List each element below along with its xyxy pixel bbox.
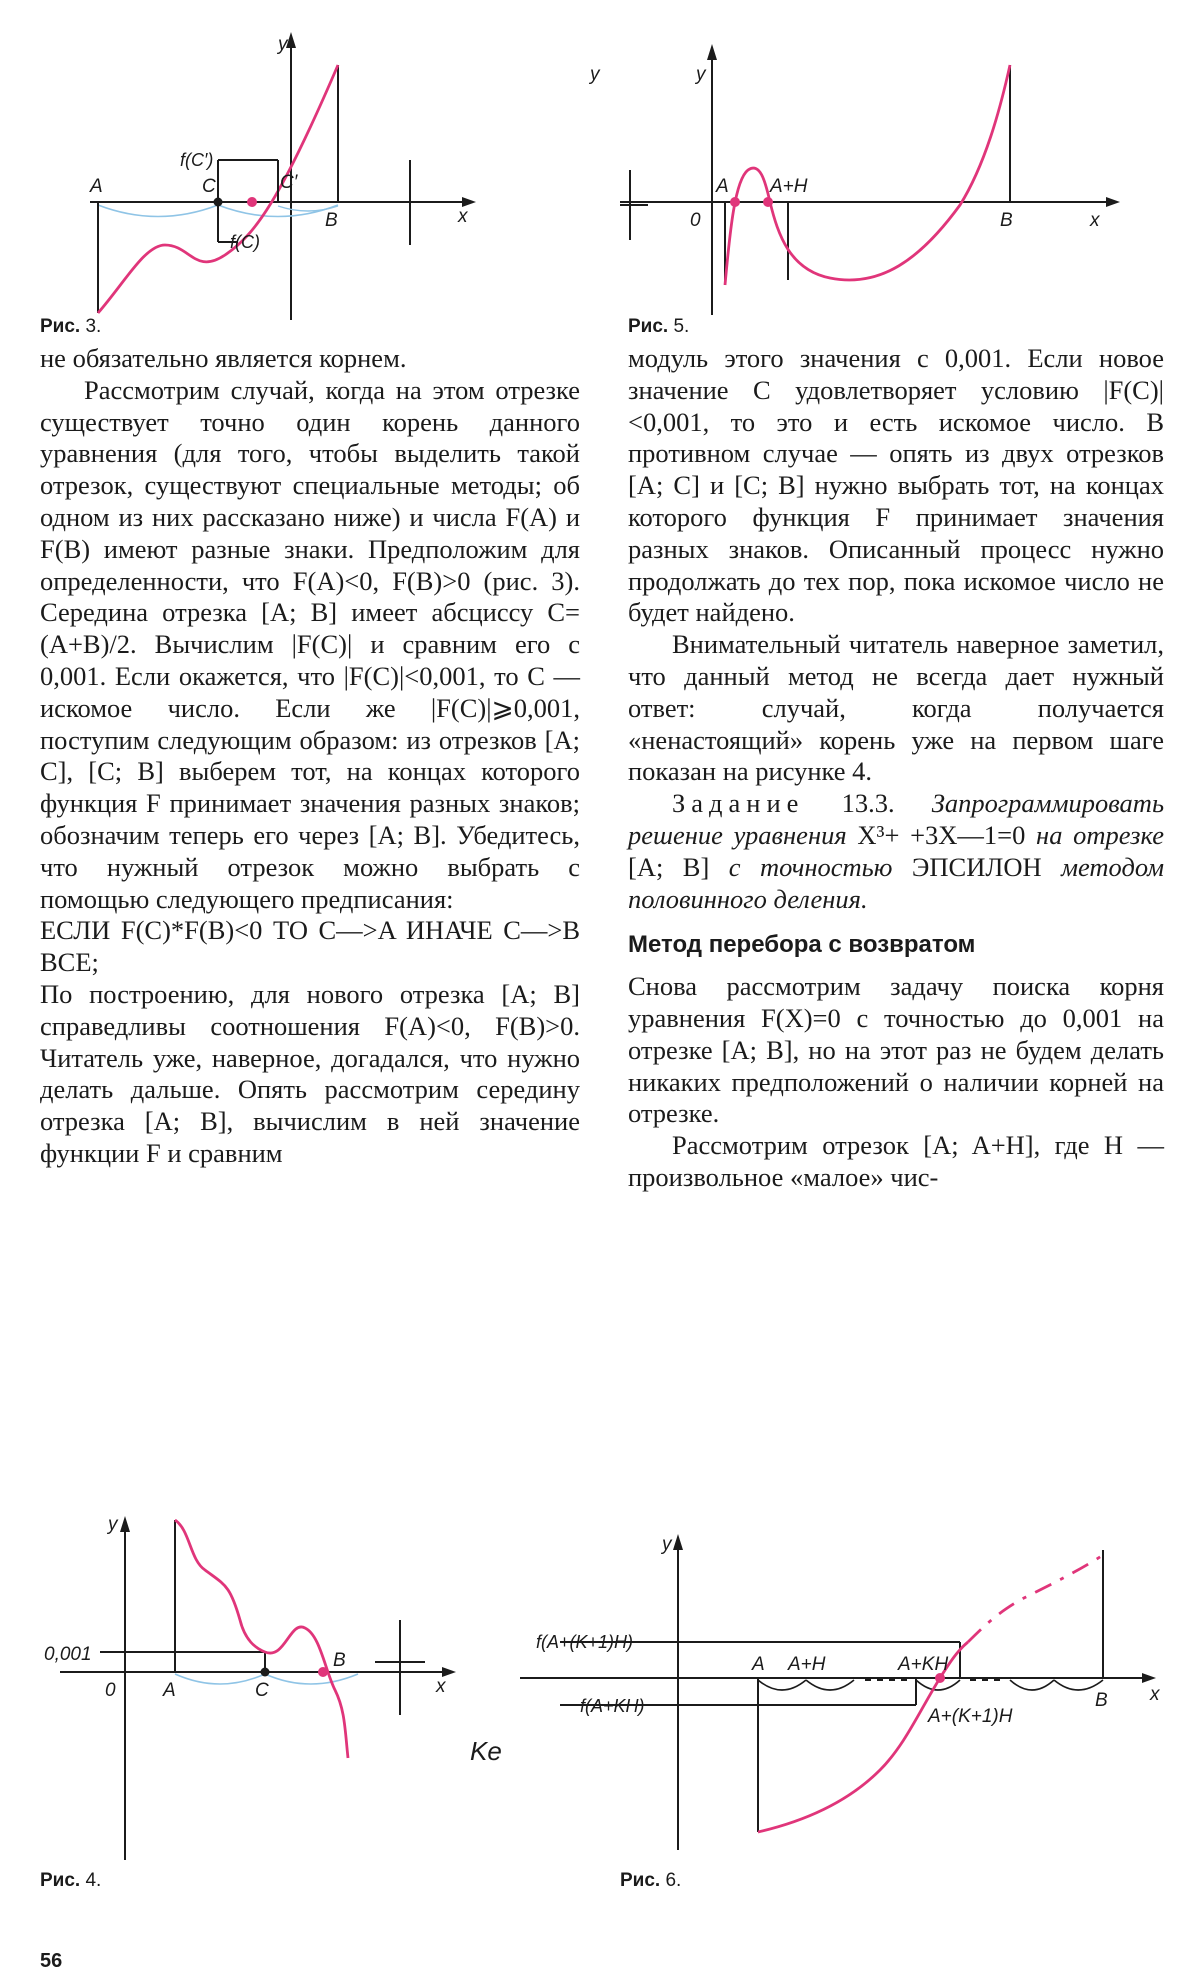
task-text-b: на отрезке — [1036, 819, 1165, 850]
figure-5-caption — [628, 316, 689, 338]
fig6-b-label: B — [1095, 1690, 1108, 1711]
left-paragraph-1: Рассмотрим случай, когда на этом отрезке существует точно один корень данного уравнения (для того, чтобы выделить такой отрезок, существуют специальные методы; об одном из них рассказано ниже) и числа F(A) и F(B) имеют разные знаки. Предположим для определенности, что F(A)<0, F(B)>0 (рис. 3). Середина отрезка [A; B] имеет абсциссу C=(A+B)/2. Вычислим |F(C)| и сравним его с 0,001. Если окажется, что |F(C)|<0,001, то C — искомое число. Если же |F(C)|⩾0,001, поступим следующим образом: из отрезков [A; C], [C; B] выберем тот, на концах которого функция F принимает значения разных знаков; обозначим теперь его через [A; B]. Убедитесь, что нужный отрезок можно выбрать с помощью следующего предписания: — [40, 374, 580, 914]
fig3-caption-num: 3. — [85, 316, 102, 337]
right-paragraph-2: Внимательный читатель наверное заметил, что данный метод не всегда дает нужный ответ: случай, когда получается «ненастоящий» корень уже на первом шаге показан на рисунке 4. — [628, 629, 1164, 787]
task-number: 13.3. — [841, 788, 895, 819]
fig3-cprime-label: C′ — [280, 172, 298, 193]
right-paragraph-3: Снова рассмотрим задачу поиска корня уравнения F(X)=0 с точностью до 0,001 на отрезке [A; B], но на этот раз не будем делать никаких предположений о наличии корней на отрезке. — [628, 971, 1164, 1129]
fig6-x-label: x — [1150, 1684, 1160, 1705]
fig6-fak1h-label: f(A+(K+1)H) — [536, 1632, 634, 1652]
fig3-b-label: B — [325, 210, 338, 231]
fig3-y-label: y — [278, 34, 288, 55]
task-paragraph — [628, 788, 1164, 915]
left-code-line: ЕСЛИ F(C)*F(B)<0 ТО C—>A ИНАЧЕ C—>B ВСЕ; — [40, 915, 580, 978]
fig6-a-label: A — [752, 1654, 765, 1675]
fig6-ak1h-label: A+(K+1)H — [928, 1706, 1013, 1727]
fig6-fakh-label: f(A+KH) — [580, 1696, 645, 1716]
fig4-y-label: y — [108, 1514, 118, 1535]
figure-6-caption — [620, 1870, 681, 1892]
left-paragraph-2: По построению, для нового отрезка [A; B] справедливы соотношения F(A)<0, F(B)>0. Читатель уже, наверное, догадался, что нужно делать дальше. Опять рассмотрим середину отрезка [A; B], вычислим в ней значение функции F и сравним — [40, 978, 580, 1168]
fig5-b-label: B — [1000, 210, 1013, 231]
task-segment: [A; B] — [628, 851, 710, 882]
section-heading: Метод перебора с возвратом — [628, 931, 976, 959]
fig4-b-label: B — [333, 1650, 346, 1671]
fig3-x-label: x — [458, 206, 468, 227]
fig6-caption-label: Рис. — [620, 1870, 661, 1891]
fig6-y-label: y — [662, 1534, 672, 1555]
task-text-d: методом половинного деления. — [628, 851, 1165, 914]
right-text-column — [628, 343, 1164, 1194]
page-number: 56 — [40, 1950, 63, 1972]
fig6-ah-label: A+H — [788, 1654, 826, 1675]
task-equation: X³+ +3X—1=0 — [857, 819, 1026, 850]
task-text-a: Запрограммировать решение уравнения — [628, 788, 1165, 850]
right-paragraph-1: модуль этого значения с 0,001. Если новое значение C удовлетворяет условию |F(C)|<0,001, то это и есть искомое число. В противном случае — опять из двух отрезков [A; C] и [C; B] нужно выбрать тот, на концах которого функция F принимает значения разных знаков. Описанный процесс нужно продолжать до тех пор, пока искомое число не будет найдено. — [628, 343, 1164, 628]
fig3-caption-label: Рис. — [40, 316, 81, 337]
fig3-fcprime-label: f(C′) — [180, 150, 214, 170]
fig4-c-label: C — [255, 1680, 269, 1701]
fig5-caption-num: 5. — [673, 316, 690, 337]
fig3-a-label: A — [90, 176, 103, 197]
figure-3-caption — [40, 316, 101, 338]
fig6-akh-label: A+KH — [898, 1654, 949, 1675]
figure-4 — [40, 1500, 560, 1890]
right-paragraph-4: Рассмотрим отрезок [A; A+H], где H — произвольное «малое» чис- — [628, 1130, 1164, 1192]
fig5-a-label: A — [716, 176, 729, 197]
figure-4-caption — [40, 1870, 101, 1892]
task-label: Задание — [672, 788, 805, 819]
fig4-caption-num: 4. — [85, 1870, 102, 1891]
figure-5 — [590, 20, 1120, 320]
handwritten-note: Ke — [470, 1736, 502, 1766]
fig5-y-label: y — [590, 64, 600, 85]
fig5-zero-label: 0 — [690, 210, 701, 231]
fig3-fc-label: f(C) — [230, 232, 260, 252]
fig6-caption-num: 6. — [665, 1870, 682, 1891]
task-epsilon: ЭПСИЛОН — [911, 851, 1042, 882]
fig5-x-label: x — [1090, 210, 1100, 231]
fig4-caption-label: Рис. — [40, 1870, 81, 1891]
task-text-c: с точностью — [728, 851, 893, 882]
left-text-column — [40, 343, 580, 1170]
fig4-a-label: A — [163, 1680, 176, 1701]
fig4-eps-label: 0,001 — [44, 1644, 92, 1665]
figure-3 — [80, 20, 480, 320]
fig3-c-label: C — [202, 176, 216, 197]
fig4-zero-label: 0 — [105, 1680, 116, 1701]
left-paragraph-0: не обязательно является корнем. — [40, 343, 407, 373]
fig5-ah-label: A+H — [770, 176, 808, 197]
fig5-caption-label: Рис. — [628, 316, 669, 337]
fig4-x-label: x — [436, 1676, 446, 1697]
figure-6 — [520, 1500, 1200, 1870]
fig5-y-label-axis: y — [696, 64, 706, 85]
